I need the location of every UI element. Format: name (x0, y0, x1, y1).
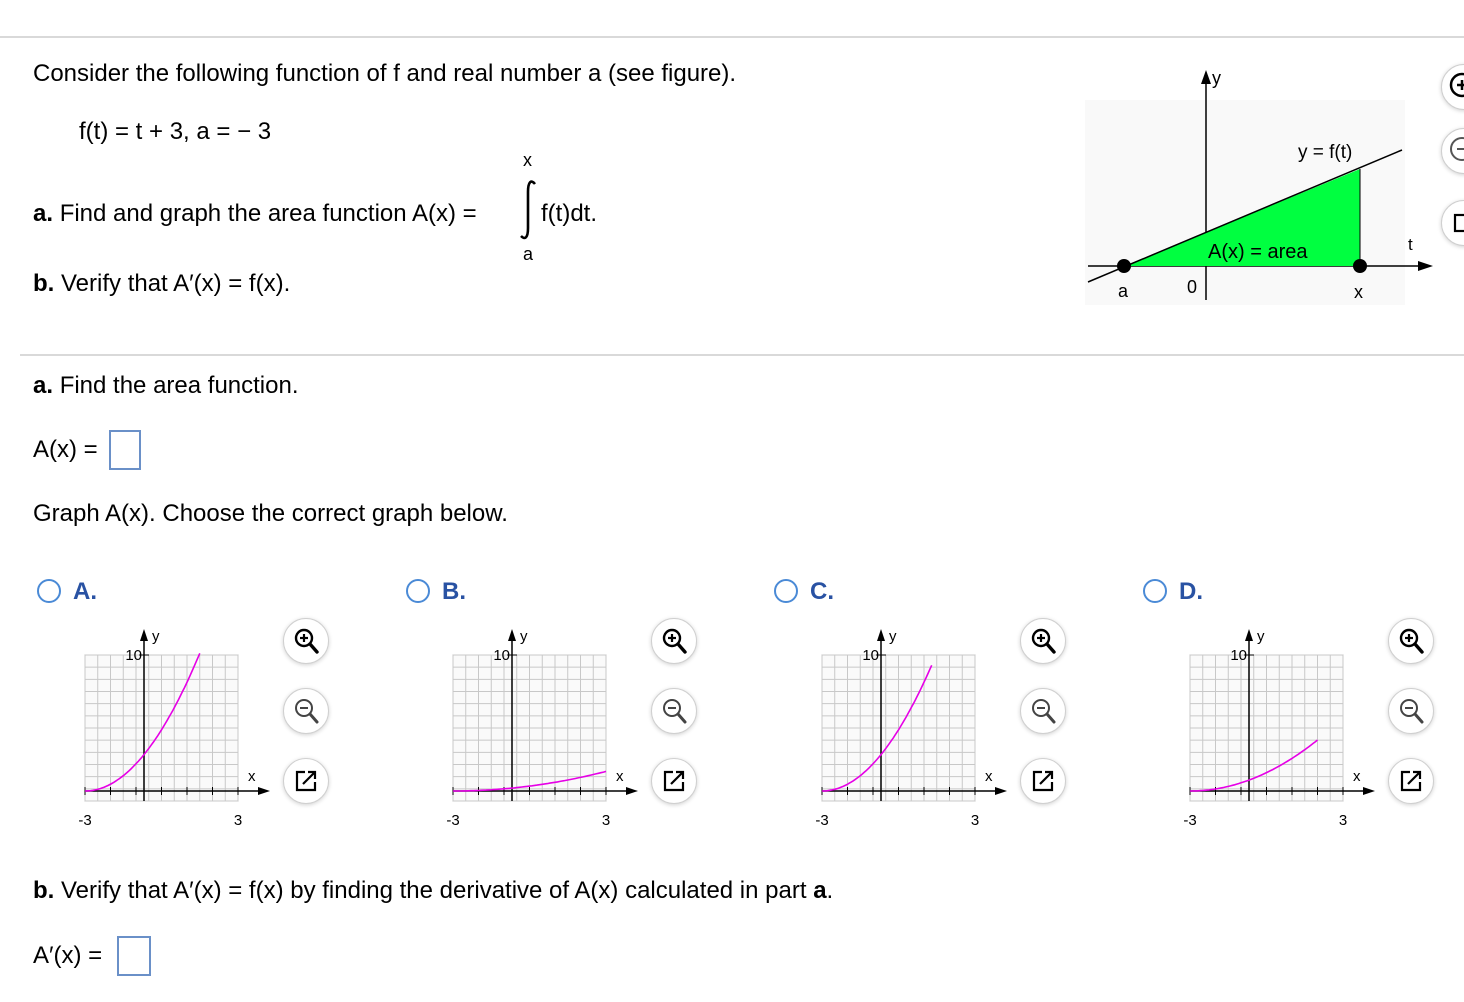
graph-y-label: y (520, 628, 528, 645)
graph-x-max-label: 3 (601, 812, 611, 829)
graph-prompt: Graph A(x). Choose the correct graph below. (33, 500, 508, 527)
choice-a-zoom-out-button[interactable] (283, 688, 329, 734)
part-a-text: Find and graph the area function A(x) = (59, 200, 477, 227)
popout-icon (291, 766, 321, 796)
choice-a-graph[interactable] (60, 615, 290, 835)
choice-d-radio[interactable] (1143, 579, 1167, 603)
question-a (33, 372, 299, 400)
graph-x-min-label: -3 (446, 812, 460, 829)
graph-x-label: x (248, 768, 256, 785)
zoom-out-icon (291, 696, 321, 726)
area-answer-input[interactable] (109, 430, 141, 470)
question-b-label: b. (33, 877, 55, 904)
integral-sign-icon (518, 178, 540, 242)
choice-c-zoom-out-button[interactable] (1020, 688, 1066, 734)
figure-zero-label: 0 (1187, 277, 1198, 297)
zoom-in-icon (1028, 626, 1058, 656)
figure-area-label: A(x) = area (1208, 241, 1308, 263)
integral-upper-limit: x (523, 150, 532, 170)
figure-y-label: y (1212, 68, 1221, 88)
graph-y-tick-label: 10 (493, 647, 510, 664)
graph-x-min-label: -3 (815, 812, 829, 829)
popout-icon (1028, 766, 1058, 796)
popout-edge-button[interactable] (1441, 200, 1464, 246)
choice-b-zoom-out-button[interactable] (651, 688, 697, 734)
part-b-statement (33, 270, 290, 298)
graph-x-max-label: 3 (1338, 812, 1348, 829)
graph-y-label: y (1257, 628, 1265, 645)
graph-x-min-label: -3 (78, 812, 92, 829)
graph-x-max-label: 3 (233, 812, 243, 829)
choice-d-zoom-in-button[interactable] (1388, 618, 1434, 664)
zoom-out-edge-button[interactable] (1441, 128, 1464, 174)
choice-b-zoom-in-button[interactable] (651, 618, 697, 664)
choice-d-letter: D. (1179, 578, 1203, 605)
figure-x-label: x (1354, 282, 1363, 302)
choice-a-letter: A. (73, 578, 97, 605)
zoom-in-icon (1442, 65, 1464, 109)
choice-c-graph[interactable] (797, 615, 1027, 835)
graph-y-tick-label: 10 (1230, 647, 1247, 664)
graph-x-label: x (616, 768, 624, 785)
choice-c-letter: C. (810, 578, 834, 605)
zoom-in-icon (1396, 626, 1426, 656)
zoom-in-icon (291, 626, 321, 656)
point-x (1353, 259, 1367, 273)
derivative-answer-input[interactable] (117, 936, 151, 976)
choice-b-radio[interactable] (406, 579, 430, 603)
choice-a-zoom-in-button[interactable] (283, 618, 329, 664)
area-answer-label: A(x) = (33, 436, 98, 463)
question-b-end: . (826, 877, 834, 904)
question-b (33, 877, 833, 905)
integral-lower-limit: a (523, 244, 534, 264)
zoom-out-icon (1028, 696, 1058, 726)
zoom-out-icon (1396, 696, 1426, 726)
problem-intro: Consider the following function of f and real number a (see figure). (33, 60, 737, 87)
derivative-answer-label: A′(x) = (33, 942, 103, 969)
graph-y-label: y (889, 628, 897, 645)
zoom-out-icon (1442, 129, 1464, 173)
choice-c-zoom-in-button[interactable] (1020, 618, 1066, 664)
figure-curve-label: y = f(t) (1298, 142, 1353, 163)
choice-d-popout-button[interactable] (1388, 758, 1434, 804)
area-figure (1080, 60, 1440, 310)
problem-given: f(t) = t + 3, a = − 3 (79, 118, 272, 145)
choice-b-graph[interactable] (428, 615, 658, 835)
popout-icon (1442, 201, 1464, 245)
section-divider (20, 354, 1464, 356)
graph-x-min-label: -3 (1183, 812, 1197, 829)
choice-b-popout-button[interactable] (651, 758, 697, 804)
graph-x-label: x (1353, 768, 1361, 785)
part-b-text: Verify that A′(x) = f(x). (61, 270, 291, 297)
top-divider (0, 36, 1464, 38)
zoom-in-edge-button[interactable] (1441, 64, 1464, 110)
graph-y-tick-label: 10 (125, 647, 142, 664)
part-a-label: a. (33, 200, 54, 227)
choice-c-radio[interactable] (774, 579, 798, 603)
choice-c-popout-button[interactable] (1020, 758, 1066, 804)
part-b-label: b. (33, 270, 55, 297)
choice-d-zoom-out-button[interactable] (1388, 688, 1434, 734)
popout-icon (659, 766, 689, 796)
zoom-in-icon (659, 626, 689, 656)
graph-y-tick-label: 10 (862, 647, 879, 664)
choice-a-popout-button[interactable] (283, 758, 329, 804)
figure-a-label: a (1118, 281, 1129, 301)
choice-b-letter: B. (442, 578, 466, 605)
question-b-bold: a (813, 877, 827, 904)
choice-d-graph[interactable] (1165, 615, 1395, 835)
figure-t-label: t (1408, 235, 1413, 254)
choice-a-radio[interactable] (37, 579, 61, 603)
integrand: f(t)dt. (541, 200, 598, 227)
graph-x-label: x (985, 768, 993, 785)
question-a-label: a. (33, 372, 54, 399)
graph-x-max-label: 3 (970, 812, 980, 829)
popout-icon (1396, 766, 1426, 796)
question-b-text: Verify that A′(x) = f(x) by finding the derivative of A(x) calculated in part (61, 877, 814, 904)
question-a-text: Find the area function. (59, 372, 299, 399)
graph-y-label: y (152, 628, 160, 645)
point-a (1117, 259, 1131, 273)
zoom-out-icon (659, 696, 689, 726)
part-a-statement (33, 200, 477, 228)
